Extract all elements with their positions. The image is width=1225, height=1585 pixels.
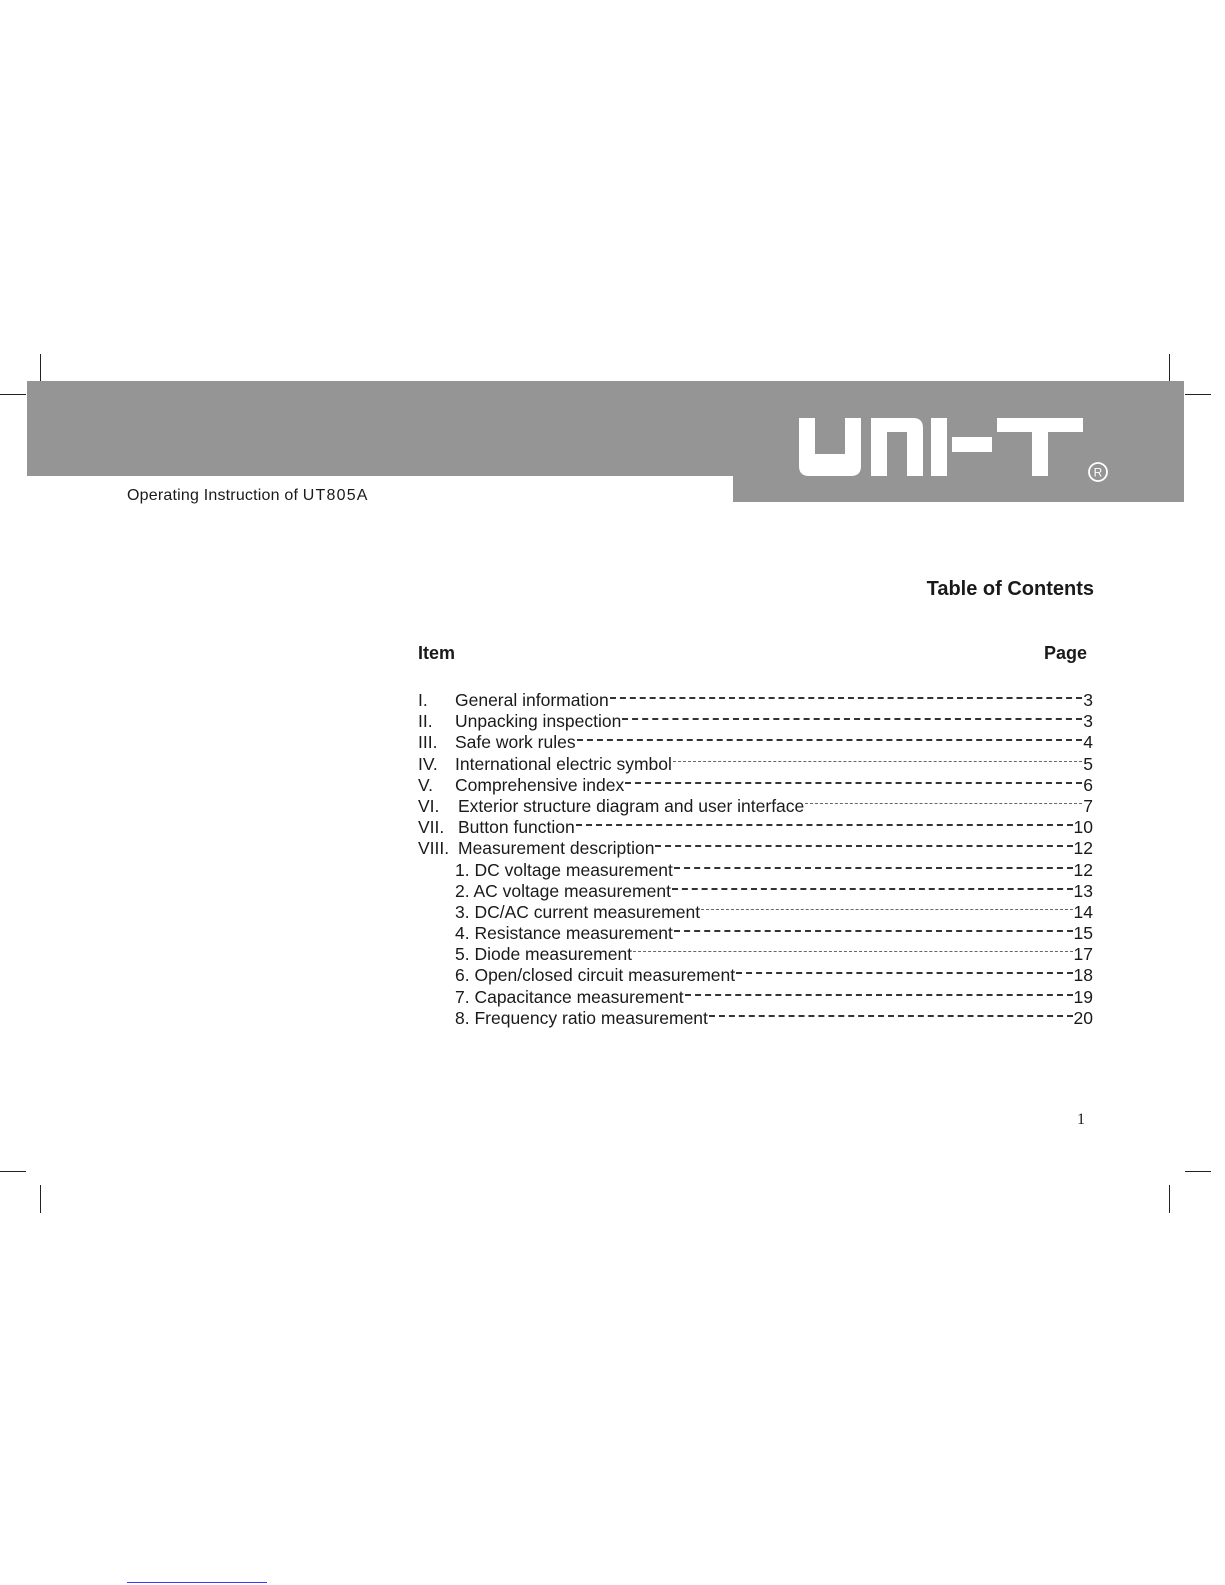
toc-entry-page: 14 <box>1073 901 1093 922</box>
toc-entry-page: 7 <box>1083 795 1093 816</box>
crop-mark-top-left-h <box>0 394 26 395</box>
toc-subentry[interactable] <box>418 1003 1093 1028</box>
toc-entry-number: I. <box>418 690 428 710</box>
toc-title: Table of Contents <box>926 578 1094 600</box>
toc-leader <box>621 706 1083 727</box>
toc-entry-label: Unpacking inspection <box>455 711 622 732</box>
toc-leader <box>632 939 1073 960</box>
toc-entry-number: V. <box>418 774 433 795</box>
crop-mark-bottom-left <box>40 1185 41 1213</box>
toc-entry[interactable] <box>418 685 1093 710</box>
toc-entry-page: 17 <box>1073 944 1093 965</box>
toc-column-page: Page <box>1043 643 1087 663</box>
toc-entry-page: 12 <box>1073 859 1093 880</box>
crop-mark-top-left <box>40 354 41 382</box>
toc-entry-number: III. <box>418 732 438 753</box>
page-number: 1 <box>1077 1111 1085 1128</box>
toc-entry[interactable] <box>418 749 1093 774</box>
toc-entry-label: 4. Resistance measurement <box>455 923 673 944</box>
svg-text:R: R <box>1093 465 1103 480</box>
toc-entry-page: 12 <box>1073 838 1093 859</box>
toc-subentry[interactable] <box>418 897 1093 922</box>
toc-subentry[interactable] <box>418 918 1093 944</box>
toc-entry[interactable] <box>418 791 1093 816</box>
toc-entry-number: VI. <box>418 795 440 816</box>
toc-leader <box>672 749 1083 770</box>
toc-entry-label: 2. AC voltage measurement <box>455 880 671 901</box>
toc-leader <box>609 685 1084 706</box>
toc-entry-number: IV. <box>418 753 438 774</box>
toc-entry-label: Button function <box>458 817 575 838</box>
toc-entry-label: Safe work rules <box>455 732 576 753</box>
toc-entry-label: 1. DC voltage measurement <box>455 859 673 880</box>
toc-leader <box>673 918 1074 939</box>
toc-entry[interactable] <box>418 833 1093 859</box>
toc-entry-page: 3 <box>1083 711 1093 732</box>
toc-entry-page: 10 <box>1073 817 1093 838</box>
toc-entry-number: VII. <box>418 817 445 838</box>
toc-entry-label: 5. Diode measurement <box>455 944 633 965</box>
toc-entry-label: 7. Capacitance measurement <box>455 986 684 1007</box>
toc-entry-label: 6. Open/closed circuit measurement <box>455 965 736 986</box>
crop-mark-top-right <box>1169 354 1170 382</box>
document-prefix: Operating Instruction of <box>127 487 299 504</box>
toc-entry[interactable] <box>418 727 1093 753</box>
toc-entry-label: 3. DC/AC current measurement <box>455 901 701 922</box>
toc-subentry[interactable] <box>418 982 1093 1007</box>
toc-entry-page: 15 <box>1073 923 1093 944</box>
toc-entry-page: 18 <box>1073 965 1093 986</box>
document-subtitle <box>127 487 369 505</box>
toc-entry-page: 4 <box>1083 732 1093 753</box>
toc-subentry[interactable] <box>418 939 1093 965</box>
toc-entry[interactable] <box>418 812 1093 838</box>
toc-leader <box>708 1003 1074 1024</box>
toc-entry-label: General information <box>455 690 609 710</box>
toc-list <box>418 685 1093 1028</box>
toc-leader <box>804 791 1083 812</box>
bottom-link-underline <box>127 1582 267 1583</box>
toc-entry-page: 20 <box>1073 1007 1093 1028</box>
crop-mark-bottom-right <box>1169 1185 1170 1213</box>
toc-leader <box>671 876 1074 897</box>
toc-leader <box>735 960 1073 981</box>
toc-entry-page: 6 <box>1083 774 1093 795</box>
crop-mark-bottom-right-h <box>1185 1171 1211 1172</box>
toc-entry-page: 19 <box>1073 986 1093 1007</box>
toc-entry-page: 5 <box>1083 753 1093 774</box>
toc-leader <box>575 812 1074 833</box>
toc-entry-label: Comprehensive index <box>455 774 625 795</box>
toc-entry[interactable] <box>418 770 1093 795</box>
toc-subentry[interactable] <box>418 876 1093 901</box>
toc-entry-label: Exterior structure diagram and user interface <box>458 795 805 816</box>
toc-leader <box>576 727 1084 748</box>
toc-entry-label: Measurement description <box>458 838 655 859</box>
toc-entry[interactable] <box>418 706 1093 732</box>
toc-column-item: Item <box>418 643 456 663</box>
toc-leader <box>624 770 1083 791</box>
toc-entry-number: VIII. <box>418 838 450 859</box>
crop-mark-top-right-h <box>1185 394 1211 395</box>
toc-leader <box>673 855 1074 876</box>
toc-entry-label: 8. Frequency ratio measurement <box>455 1007 708 1028</box>
toc-entry-number: II. <box>418 711 433 732</box>
brand-logo <box>797 414 1113 484</box>
toc-entry-page: 3 <box>1083 690 1093 710</box>
toc-entry-page: 13 <box>1073 880 1093 901</box>
model-number: UT805A <box>302 487 369 504</box>
toc-subentry[interactable] <box>418 960 1093 986</box>
toc-subentry[interactable] <box>418 855 1093 880</box>
toc-leader <box>684 982 1074 1003</box>
toc-entry-label: International electric symbol <box>455 753 672 774</box>
toc-leader <box>654 833 1073 854</box>
crop-mark-bottom-left-h <box>0 1171 26 1172</box>
toc-leader <box>700 897 1073 918</box>
